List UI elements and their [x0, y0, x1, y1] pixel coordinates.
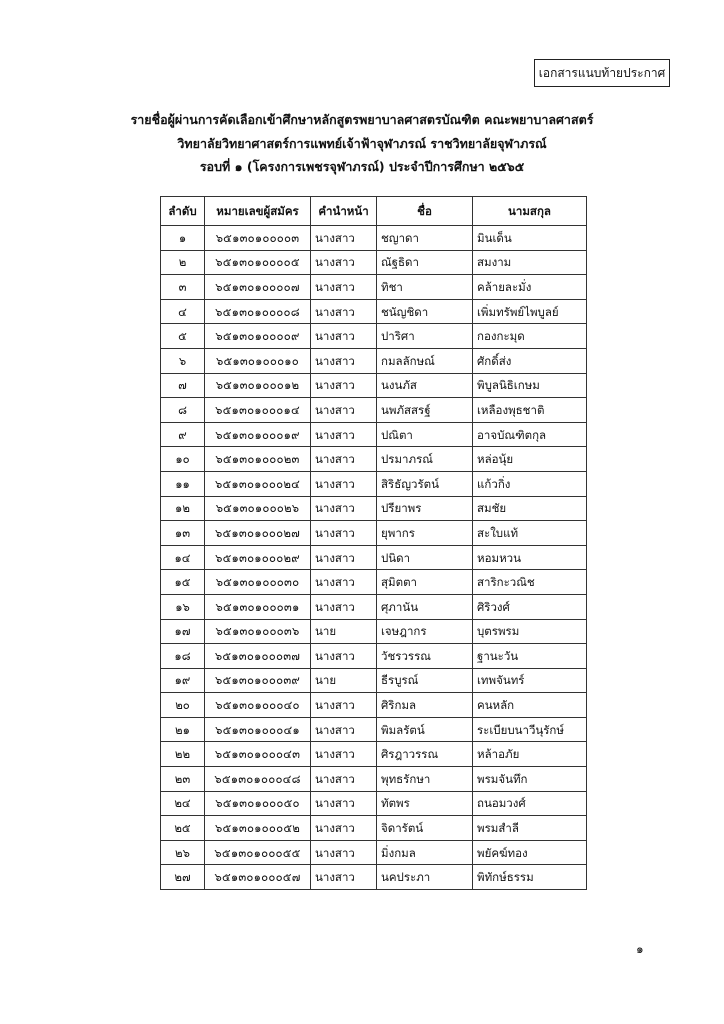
- last-name: หอมหวน: [473, 545, 587, 570]
- table-row: [161, 742, 587, 767]
- table-row: [161, 348, 587, 373]
- header-first-name: ชื่อ: [377, 197, 473, 226]
- applicant-id: ๖๕๑๓๐๑๐๐๐๒๓: [205, 447, 311, 472]
- name-title: นางสาว: [311, 816, 377, 841]
- first-name: จิดารัตน์: [377, 816, 473, 841]
- row-number: ๑๐: [161, 447, 205, 472]
- table-row: [161, 422, 587, 447]
- table-row: [161, 471, 587, 496]
- name-title: นาย: [311, 619, 377, 644]
- first-name: ธีรบูรณ์: [377, 668, 473, 693]
- first-name: ปรมาภรณ์: [377, 447, 473, 472]
- table-row: [161, 816, 587, 841]
- applicant-id: ๖๕๑๓๐๑๐๐๐๕๒: [205, 816, 311, 841]
- first-name: ศุภานัน: [377, 594, 473, 619]
- heading-line-2: วิทยาลัยวิทยาศาสตร์การแพทย์เจ้าฟ้าจุฬาภรณ์ ราชวิทยาลัยจุฬาภรณ์: [177, 136, 547, 151]
- attachment-label: เอกสารแนบท้ายประกาศ: [534, 59, 670, 87]
- name-title: นางสาว: [311, 717, 377, 742]
- name-title: นางสาว: [311, 348, 377, 373]
- last-name: ศิริวงศ์: [473, 594, 587, 619]
- row-number: ๑๖: [161, 594, 205, 619]
- row-number: ๑๔: [161, 545, 205, 570]
- table-row: [161, 791, 587, 816]
- last-name: พรมจันทึก: [473, 767, 587, 792]
- name-title: นางสาว: [311, 791, 377, 816]
- applicant-id: ๖๕๑๓๐๑๐๐๐๔๘: [205, 767, 311, 792]
- first-name: ปณิตา: [377, 422, 473, 447]
- applicant-id: ๖๕๑๓๐๑๐๐๐๔๐: [205, 693, 311, 718]
- first-name: พิมลรัตน์: [377, 717, 473, 742]
- applicant-table: [160, 196, 587, 890]
- last-name: สาริกะวณิช: [473, 570, 587, 595]
- row-number: ๑: [161, 226, 205, 251]
- last-name: บุตรพรม: [473, 619, 587, 644]
- table-row: [161, 644, 587, 669]
- applicant-id: ๖๕๑๓๐๑๐๐๐๔๑: [205, 717, 311, 742]
- row-number: ๘: [161, 398, 205, 423]
- name-title: นางสาว: [311, 865, 377, 890]
- table-row: [161, 521, 587, 546]
- applicant-id: ๖๕๑๓๐๑๐๐๐๕๗: [205, 865, 311, 890]
- table-row: [161, 717, 587, 742]
- applicant-id: ๖๕๑๓๐๑๐๐๐๕๐: [205, 791, 311, 816]
- applicant-id: ๖๕๑๓๐๑๐๐๐๑๐: [205, 348, 311, 373]
- first-name: สิริธัญวรัตน์: [377, 471, 473, 496]
- name-title: นางสาว: [311, 570, 377, 595]
- table-row: [161, 668, 587, 693]
- first-name: นคประภา: [377, 865, 473, 890]
- last-name: หล่อนุ้ย: [473, 447, 587, 472]
- last-name: ระเบียบนาวีนุรักษ์: [473, 717, 587, 742]
- table-row: [161, 447, 587, 472]
- table-row: [161, 619, 587, 644]
- table-row: [161, 767, 587, 792]
- applicant-id: ๖๕๑๓๐๑๐๐๐๐๘: [205, 299, 311, 324]
- row-number: ๑๙: [161, 668, 205, 693]
- applicant-id: ๖๕๑๓๐๑๐๐๐๓๖: [205, 619, 311, 644]
- first-name: กมลลักษณ์: [377, 348, 473, 373]
- first-name: พุทธรักษา: [377, 767, 473, 792]
- applicant-id: ๖๕๑๓๐๑๐๐๐๑๔: [205, 398, 311, 423]
- name-title: นางสาว: [311, 693, 377, 718]
- applicant-id: ๖๕๑๓๐๑๐๐๐๓๗: [205, 644, 311, 669]
- first-name: วัชรวรรณ: [377, 644, 473, 669]
- applicant-id: ๖๕๑๓๐๑๐๐๐๑๙: [205, 422, 311, 447]
- row-number: ๒๗: [161, 865, 205, 890]
- first-name: ทิชา: [377, 275, 473, 300]
- applicant-id: ๖๕๑๓๐๑๐๐๐๓๙: [205, 668, 311, 693]
- last-name: แก้วกิ่ง: [473, 471, 587, 496]
- last-name: กองกะมุด: [473, 324, 587, 349]
- last-name: คนหลัก: [473, 693, 587, 718]
- name-title: นางสาว: [311, 422, 377, 447]
- table-row: [161, 840, 587, 865]
- table-row: [161, 594, 587, 619]
- table-row: [161, 693, 587, 718]
- row-number: ๕: [161, 324, 205, 349]
- last-name: สมชัย: [473, 496, 587, 521]
- applicant-id: ๖๕๑๓๐๑๐๐๐๒๖: [205, 496, 311, 521]
- name-title: นางสาว: [311, 226, 377, 251]
- row-number: ๒๒: [161, 742, 205, 767]
- first-name: ณัฐธิดา: [377, 250, 473, 275]
- row-number: ๔: [161, 299, 205, 324]
- first-name: ศิริกมล: [377, 693, 473, 718]
- header-title: คำนำหน้า: [311, 197, 377, 226]
- row-number: ๑๑: [161, 471, 205, 496]
- last-name: เพิ่มทรัพย์ไพบูลย์: [473, 299, 587, 324]
- name-title: นางสาว: [311, 447, 377, 472]
- applicant-id: ๖๕๑๓๐๑๐๐๐๐๙: [205, 324, 311, 349]
- row-number: ๒๐: [161, 693, 205, 718]
- applicant-id: ๖๕๑๓๐๑๐๐๐๑๒: [205, 373, 311, 398]
- name-title: นางสาว: [311, 496, 377, 521]
- row-number: ๑๗: [161, 619, 205, 644]
- first-name: สุมิตตา: [377, 570, 473, 595]
- row-number: ๗: [161, 373, 205, 398]
- row-number: ๒๖: [161, 840, 205, 865]
- first-name: ชญาดา: [377, 226, 473, 251]
- name-title: นางสาว: [311, 373, 377, 398]
- first-name: ยุพากร: [377, 521, 473, 546]
- page-number: ๑: [636, 942, 644, 956]
- applicant-id: ๖๕๑๓๐๑๐๐๐๕๕: [205, 840, 311, 865]
- first-name: ทัตพร: [377, 791, 473, 816]
- table-row: [161, 545, 587, 570]
- row-number: ๒: [161, 250, 205, 275]
- table-row: [161, 250, 587, 275]
- name-title: นางสาว: [311, 299, 377, 324]
- last-name: เหลืองพุธชาติ: [473, 398, 587, 423]
- name-title: นางสาว: [311, 767, 377, 792]
- last-name: สะใบแท้: [473, 521, 587, 546]
- last-name: ถนอมวงศ์: [473, 791, 587, 816]
- applicant-id: ๖๕๑๓๐๑๐๐๐๓๑: [205, 594, 311, 619]
- last-name: สมงาม: [473, 250, 587, 275]
- header-no: ลำดับ: [161, 197, 205, 226]
- last-name: พรมสำลี: [473, 816, 587, 841]
- row-number: ๒๕: [161, 816, 205, 841]
- name-title: นาย: [311, 668, 377, 693]
- last-name: มินเด็น: [473, 226, 587, 251]
- first-name: มิ่งกมล: [377, 840, 473, 865]
- first-name: นพภัสสรฐ์: [377, 398, 473, 423]
- applicant-id: ๖๕๑๓๐๑๐๐๐๒๗: [205, 521, 311, 546]
- first-name: ปาริศา: [377, 324, 473, 349]
- last-name: ศักดิ์ส่ง: [473, 348, 587, 373]
- name-title: นางสาว: [311, 594, 377, 619]
- name-title: นางสาว: [311, 324, 377, 349]
- name-title: นางสาว: [311, 471, 377, 496]
- name-title: นางสาว: [311, 644, 377, 669]
- table-row: [161, 865, 587, 890]
- table-row: [161, 570, 587, 595]
- name-title: นางสาว: [311, 545, 377, 570]
- row-number: ๑๘: [161, 644, 205, 669]
- table-row: [161, 226, 587, 251]
- last-name: พิบูลนิธิเกษม: [473, 373, 587, 398]
- last-name: พยัคฆ์ทอง: [473, 840, 587, 865]
- last-name: พิทักษ์ธรรม: [473, 865, 587, 890]
- table-row: [161, 275, 587, 300]
- table-header-row: [161, 197, 587, 226]
- last-name: คล้ายละมั่ง: [473, 275, 587, 300]
- name-title: นางสาว: [311, 521, 377, 546]
- last-name: ฐานะวัน: [473, 644, 587, 669]
- first-name: ปนิดา: [377, 545, 473, 570]
- first-name: นงนภัส: [377, 373, 473, 398]
- name-title: นางสาว: [311, 840, 377, 865]
- last-name: อาจบัณฑิตกุล: [473, 422, 587, 447]
- name-title: นางสาว: [311, 275, 377, 300]
- applicant-id: ๖๕๑๓๐๑๐๐๐๐๓: [205, 226, 311, 251]
- row-number: ๖: [161, 348, 205, 373]
- first-name: ศิรฎาวรรณ: [377, 742, 473, 767]
- heading-line-3: รอบที่ ๑ (โครงการเพชรจุฬาภรณ์) ประจำปีการศึกษา ๒๕๖๕: [199, 159, 525, 174]
- applicant-id: ๖๕๑๓๐๑๐๐๐๔๓: [205, 742, 311, 767]
- applicant-id: ๖๕๑๓๐๑๐๐๐๒๙: [205, 545, 311, 570]
- table-row: [161, 299, 587, 324]
- header-last-name: นามสกุล: [473, 197, 587, 226]
- row-number: ๑๓: [161, 521, 205, 546]
- header-applicant-id: หมายเลขผู้สมัคร: [205, 197, 311, 226]
- row-number: ๒๔: [161, 791, 205, 816]
- table-row: [161, 496, 587, 521]
- first-name: ปรียาพร: [377, 496, 473, 521]
- applicant-id: ๖๕๑๓๐๑๐๐๐๓๐: [205, 570, 311, 595]
- row-number: ๑๕: [161, 570, 205, 595]
- row-number: ๓: [161, 275, 205, 300]
- name-title: นางสาว: [311, 742, 377, 767]
- row-number: ๑๒: [161, 496, 205, 521]
- name-title: นางสาว: [311, 250, 377, 275]
- last-name: หล้าอภัย: [473, 742, 587, 767]
- row-number: ๒๑: [161, 717, 205, 742]
- applicant-id: ๖๕๑๓๐๑๐๐๐๒๔: [205, 471, 311, 496]
- name-title: นางสาว: [311, 398, 377, 423]
- first-name: เจษฎากร: [377, 619, 473, 644]
- table-row: [161, 324, 587, 349]
- row-number: ๙: [161, 422, 205, 447]
- row-number: ๒๓: [161, 767, 205, 792]
- heading-line-1: รายชื่อผู้ผ่านการคัดเลือกเข้าศึกษาหลักสูตรพยาบาลศาสตรบัณฑิต คณะพยาบาลศาสตร์: [130, 112, 594, 127]
- last-name: เทพจันทร์: [473, 668, 587, 693]
- table-body: [161, 226, 587, 890]
- table-row: [161, 373, 587, 398]
- applicant-id: ๖๕๑๓๐๑๐๐๐๐๕: [205, 250, 311, 275]
- applicant-id: ๖๕๑๓๐๑๐๐๐๐๗: [205, 275, 311, 300]
- first-name: ชนัญชิดา: [377, 299, 473, 324]
- table-row: [161, 398, 587, 423]
